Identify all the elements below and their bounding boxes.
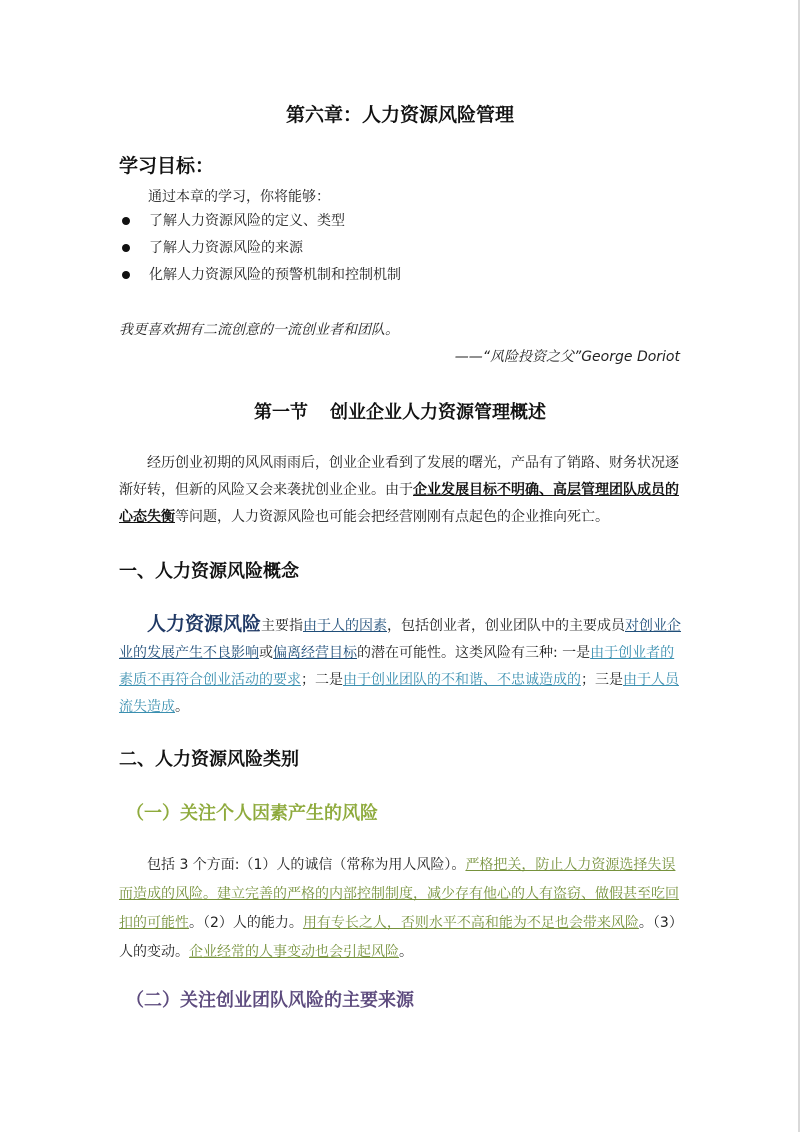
bullet-icon xyxy=(122,271,130,279)
chapter-title: 第六章：人力资源风险管理 xyxy=(285,104,514,126)
heading-concept: 一、人力资源风险概念 xyxy=(119,561,299,582)
section-title: 第一节 创业企业人力资源管理概述 xyxy=(254,402,546,423)
subheading-team: （二）关注创业团队风险的主要来源 xyxy=(126,990,414,1011)
bullet-icon xyxy=(122,217,130,225)
subheading-individual: （一）关注个人因素产生的风险 xyxy=(126,803,378,824)
objectives-title: 学习目标： xyxy=(119,155,215,177)
list-item: 了解人力资源风险的定义、类型 xyxy=(119,212,401,239)
heading-categories: 二、人力资源风险类别 xyxy=(119,749,299,770)
concept-paragraph: 人力资源风险主要指由于人的因素，包括创业者，创业团队中的主要成员对创业企业的发展产生不良影响或偏离经营目标的潜在可能性。这类风险有三种: 一是由于创业者的素质不再符合创业活动的要求；二是由于创业团队的不和谐、不忠诚造成的；三是由于人员流失造成。 xyxy=(119,613,682,715)
key-term: 人力资源风险 xyxy=(147,613,262,635)
list-item: 化解人力资源风险的预警机制和控制机制 xyxy=(119,266,401,293)
individual-paragraph: 包括 3 个方面:（1）人的诚信（常称为用人风险）。严格把关，防止人力资源选择失误而造成的风险。建立完善的严格的内部控制制度，减少存有他心的人有盗窃、做假甚至吃回扣的可能性。（2）人的能力。用有专长之人，否则水平不高和能为不足也会带来风险。（3）人的变动。企业经常的人事变动也会引起风险。 xyxy=(119,857,679,960)
bullet-icon xyxy=(122,244,130,252)
objectives-intro: 通过本章的学习，你将能够： xyxy=(148,189,330,205)
quote-attribution: ——“风险投资之父”George Doriot xyxy=(454,349,680,365)
intro-paragraph: 经历创业初期的风风雨雨后，创业企业看到了发展的曙光，产品有了销路、财务状况逐渐好转，但新的风险又会来袭扰创业企业。由于企业发展目标不明确、高层管理团队成员的心态失衡等问题，人力资源风险也可能会把经营刚刚有点起色的企业推向死亡。 xyxy=(119,455,679,525)
list-item: 了解人力资源风险的来源 xyxy=(119,239,401,266)
objectives-list xyxy=(119,212,401,293)
quote-text: 我更喜欢拥有二流创意的一流创业者和团队。 xyxy=(119,322,399,338)
